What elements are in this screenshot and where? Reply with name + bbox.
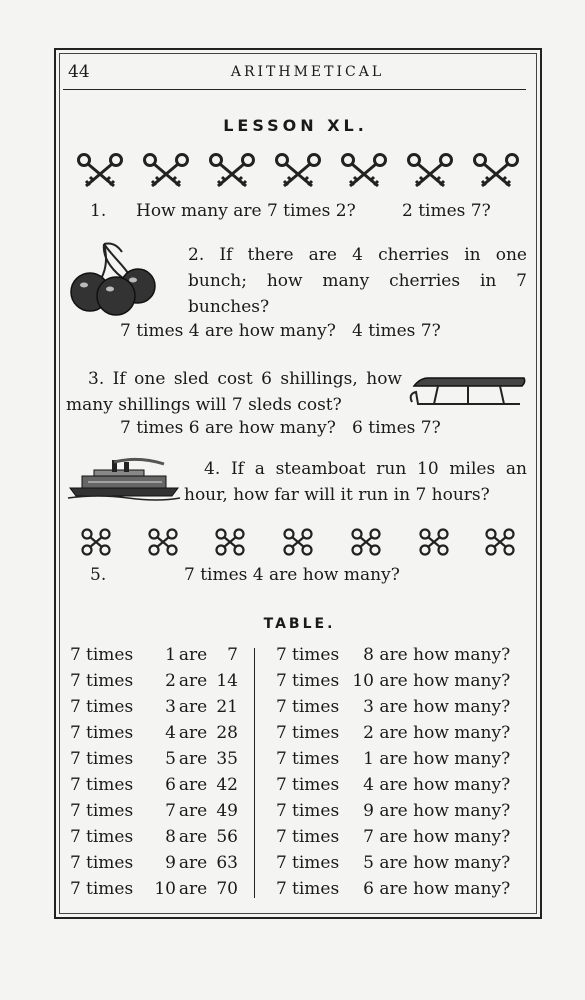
times-word: times — [292, 723, 340, 743]
multiplier: 1 — [363, 749, 374, 769]
question-3-line-2: many shillings will 7 sleds cost? — [66, 395, 342, 415]
times-word: times — [86, 879, 134, 899]
scissors-icon — [147, 528, 179, 556]
multiplicand: 7 — [70, 749, 81, 769]
question-phrase: are how many? — [379, 749, 511, 769]
are-word: are — [178, 827, 208, 847]
multiplier: 1 — [165, 645, 176, 665]
product: 28 — [216, 723, 238, 743]
question-3-line-1: 3. If one sled cost 6 shillings, how — [88, 369, 402, 389]
times-word: times — [86, 645, 134, 665]
times-word: times — [86, 801, 134, 821]
times-word: times — [86, 723, 134, 743]
times-word: times — [86, 827, 134, 847]
product: 7 — [227, 645, 238, 665]
table-row — [70, 850, 238, 876]
question-4-line-2: hour, how far will it run in 7 hours? — [184, 485, 490, 505]
multiplier: 4 — [165, 723, 176, 743]
scissors-icon — [282, 528, 314, 556]
table-row — [70, 694, 238, 720]
table-row — [70, 668, 238, 694]
are-word: are — [178, 671, 208, 691]
multiplicand: 7 — [276, 697, 287, 717]
crossed-keys-icon — [142, 152, 190, 190]
question-1-text: How many are 7 times 2? — [136, 201, 356, 221]
multiplier: 8 — [165, 827, 176, 847]
are-word: are — [178, 645, 208, 665]
times-word: times — [86, 853, 134, 873]
multiplicand: 7 — [70, 775, 81, 795]
table-row — [70, 746, 238, 772]
running-head: ARITHMETICAL — [230, 64, 385, 80]
product: 49 — [216, 801, 238, 821]
table-row — [276, 720, 510, 746]
product: 14 — [216, 671, 238, 691]
table-row — [276, 824, 510, 850]
question-3-followup: 7 times 6 are how many? 6 times 7? — [120, 418, 441, 438]
cherries-icon — [68, 240, 160, 316]
scissors-icon — [214, 528, 246, 556]
multiplicand: 7 — [70, 645, 81, 665]
question-2-line-2: bunch; how many cherries in 7 — [188, 271, 527, 291]
page-number: 44 — [68, 62, 90, 82]
are-word: are — [178, 749, 208, 769]
times-word: times — [292, 853, 340, 873]
question-phrase: are how many? — [379, 723, 511, 743]
multiplicand: 7 — [70, 879, 81, 899]
table-row — [276, 642, 510, 668]
times-word: times — [292, 801, 340, 821]
lesson-title: LESSON XL. — [223, 116, 368, 135]
question-phrase: are how many? — [379, 853, 511, 873]
table-right-column — [276, 642, 510, 902]
times-word: times — [86, 671, 134, 691]
sled-icon — [408, 372, 528, 408]
times-word: times — [86, 697, 134, 717]
multiplicand: 7 — [276, 775, 287, 795]
multiplier: 9 — [363, 801, 374, 821]
table-row — [276, 798, 510, 824]
question-phrase: are how many? — [379, 697, 511, 717]
are-word: are — [178, 879, 208, 899]
scissors-icon — [484, 528, 516, 556]
question-phrase: are how many? — [379, 671, 511, 691]
product: 21 — [216, 697, 238, 717]
multiplicand: 7 — [70, 671, 81, 691]
table-row — [70, 720, 238, 746]
crossed-keys-icon — [274, 152, 322, 190]
multiplicand: 7 — [276, 723, 287, 743]
table-row — [276, 746, 510, 772]
multiplicand: 7 — [70, 801, 81, 821]
multiplier: 4 — [363, 775, 374, 795]
table-row — [70, 824, 238, 850]
times-word: times — [292, 827, 340, 847]
multiplier: 9 — [165, 853, 176, 873]
multiplier: 6 — [363, 879, 374, 899]
times-word: times — [292, 697, 340, 717]
scissors-icon — [80, 528, 112, 556]
are-word: are — [178, 775, 208, 795]
crossed-keys-icon — [76, 152, 124, 190]
times-word: times — [292, 671, 340, 691]
multiplier: 8 — [363, 645, 374, 665]
times-word: times — [292, 775, 340, 795]
scissors-icon — [350, 528, 382, 556]
question-phrase: are how many? — [379, 801, 511, 821]
multiplier: 10 — [154, 879, 176, 899]
multiplier: 5 — [363, 853, 374, 873]
times-word: times — [86, 775, 134, 795]
header-rule — [63, 89, 526, 90]
product: 70 — [216, 879, 238, 899]
times-word: times — [86, 749, 134, 769]
times-word: times — [292, 645, 340, 665]
scissors-icon — [418, 528, 450, 556]
multiplicand: 7 — [276, 671, 287, 691]
crossed-keys-icon — [472, 152, 520, 190]
table-column-divider — [254, 648, 255, 898]
crossed-keys-icon — [340, 152, 388, 190]
question-5-text: 7 times 4 are how many? — [184, 565, 400, 585]
table-row — [276, 694, 510, 720]
table-title: TABLE. — [263, 616, 336, 632]
product: 42 — [216, 775, 238, 795]
multiplier: 7 — [363, 827, 374, 847]
multiplier: 6 — [165, 775, 176, 795]
question-phrase: are how many? — [379, 879, 511, 899]
multiplier: 7 — [165, 801, 176, 821]
multiplicand: 7 — [276, 749, 287, 769]
are-word: are — [178, 801, 208, 821]
multiplicand: 7 — [276, 801, 287, 821]
are-word: are — [178, 723, 208, 743]
multiplier: 3 — [165, 697, 176, 717]
question-5-number: 5. — [90, 565, 107, 585]
question-phrase: are how many? — [379, 827, 511, 847]
multiplicand: 7 — [276, 827, 287, 847]
question-2-line-3: bunches? — [188, 297, 270, 317]
times-word: times — [292, 749, 340, 769]
table-row — [276, 668, 510, 694]
are-word: are — [178, 853, 208, 873]
question-2-followup: 7 times 4 are how many? 4 times 7? — [120, 321, 441, 341]
multiplier: 3 — [363, 697, 374, 717]
multiplier: 10 — [352, 671, 374, 691]
table-row — [276, 850, 510, 876]
question-1-number: 1. — [90, 201, 107, 221]
table-row — [276, 772, 510, 798]
multiplicand: 7 — [70, 697, 81, 717]
product: 35 — [216, 749, 238, 769]
multiplier: 5 — [165, 749, 176, 769]
table-row — [70, 876, 238, 902]
steamboat-icon — [68, 460, 180, 500]
table-row — [70, 798, 238, 824]
question-phrase: are how many? — [379, 775, 511, 795]
times-word: times — [292, 879, 340, 899]
question-2-line-1: 2. If there are 4 cherries in one — [188, 245, 527, 265]
product: 63 — [216, 853, 238, 873]
crossed-keys-icon — [208, 152, 256, 190]
multiplicand: 7 — [70, 853, 81, 873]
question-4-line-1: 4. If a steamboat run 10 miles an — [204, 459, 527, 479]
multiplicand: 7 — [70, 723, 81, 743]
multiplicand: 7 — [276, 853, 287, 873]
are-word: are — [178, 697, 208, 717]
multiplicand: 7 — [276, 645, 287, 665]
product: 56 — [216, 827, 238, 847]
table-left-column — [70, 642, 238, 902]
crossed-keys-icon — [406, 152, 454, 190]
question-phrase: are how many? — [379, 645, 511, 665]
table-row — [276, 876, 510, 902]
question-1-followup: 2 times 7? — [402, 201, 491, 221]
table-row — [70, 772, 238, 798]
multiplier: 2 — [165, 671, 176, 691]
multiplicand: 7 — [70, 827, 81, 847]
multiplicand: 7 — [276, 879, 287, 899]
multiplier: 2 — [363, 723, 374, 743]
table-row — [70, 642, 238, 668]
